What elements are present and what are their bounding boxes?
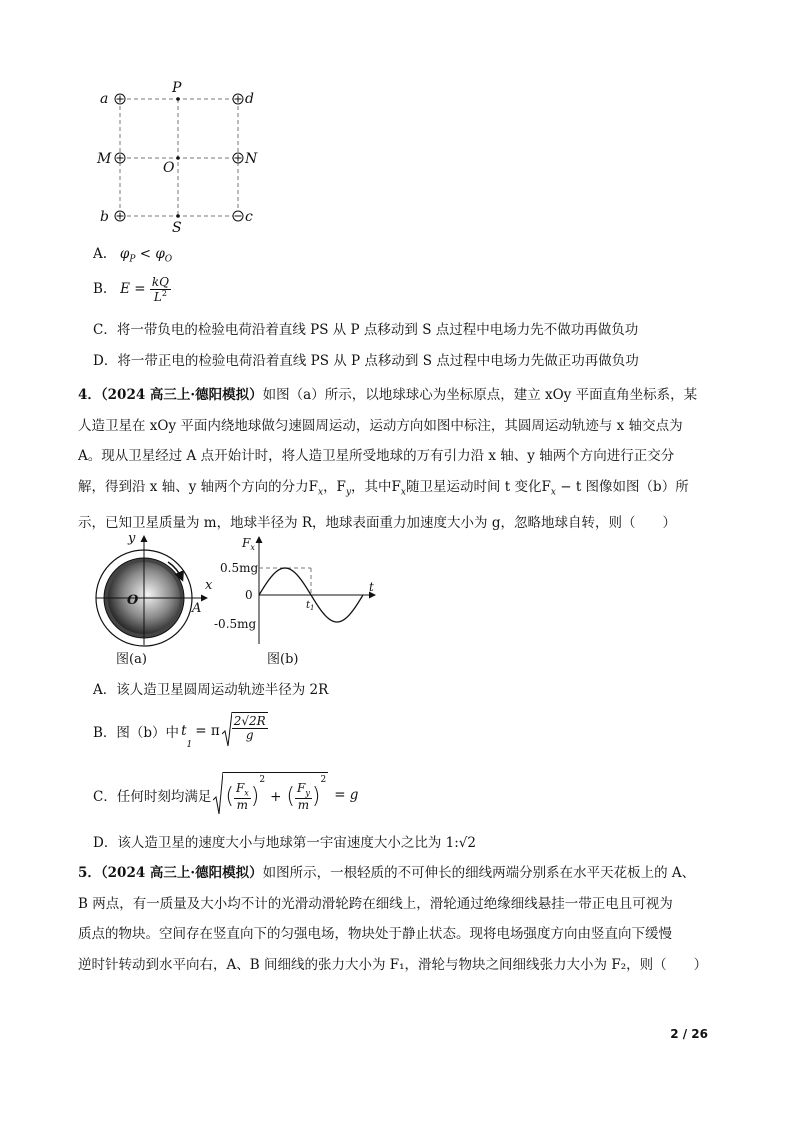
q4-option-a[interactable]: A．该人造卫星圆周运动轨迹半径为 2R [93,682,329,698]
label-O: O [163,160,175,176]
svg-text:t: t [369,580,374,594]
label-c: c [245,209,253,225]
figure-a-caption: 图(a) [116,652,147,667]
sqrt-radical-c: ( $\frac{F_x}{m}$ ) $^2$ + ( $\frac{F_y}{m}$ ) $^2$ [213,772,328,818]
figure-b-caption: 图(b) [267,652,299,667]
label-d: d [245,91,254,107]
q4-option-b[interactable]: B．图（b）中 t 1 = π $\frac{2√2R}{g}$ [93,714,266,750]
label-M: M [97,151,112,167]
q3-option-b[interactable]: B. E = $\frac{kQ}{L^2}$ [93,275,169,304]
label-N: N [245,151,258,167]
svg-text:-0.5mg: -0.5mg [214,617,257,631]
q4-option-c[interactable]: C．任何时刻均满足 ( $\frac{F_x}{m}$ ) $^2$ + ( $\frac{F_y}{m}$ ) $^2$ = g [93,772,358,818]
q3-option-c[interactable]: C．将一带负电的检验电荷沿着直线 PS 从 P 点移动到 S 点过程中电场力先不做功再做负功 [93,322,639,338]
label-b: b [100,209,109,225]
svg-text:O: O [127,593,139,608]
svg-text:0.5mg: 0.5mg [220,561,259,575]
figure-b-graph [212,532,382,669]
charge-square-figure [92,76,272,236]
label-a: a [100,91,109,107]
label-P: P [172,80,182,96]
fraction-kq-l2: $\frac{kQ}{L^2}$ [151,275,169,304]
sqrt-radical: $\frac{2√2R}{g}$ [222,712,268,750]
q4-stem: 4．（2024 高三上·德阳模拟）如图（a）所示，以地球球心为坐标原点，建立 xOy 平面直角坐标系，某 人造卫星在 xOy 平面内绕地球做匀速圆周运动，运动方向如图中标注，其圆周运动轨迹与 x 轴交点为 A。现从卫星经过 A 点开始计时，将人造卫星所受地球的万有引力沿 x 轴、y 轴两个方向进行正交分 解，得到沿 x 轴、y 轴两个方向的分力$F_x$，$F_y$，其中$F_x$随卫星运动时间 t 变化$F_x - t$ 图像如图（b）所 示，已知卫星质量为 m，地球半径为 R，地球表面重力加速度大小为 g，忽略地球自转，则（ ） [78,387,698,531]
svg-text:0: 0 [245,588,253,602]
figure-a-orbit [92,527,222,669]
svg-text:x: x [205,578,213,593]
page-number: 2 / 26 [670,1027,708,1041]
q3-option-a[interactable]: A. $\varphi_P < \varphi_O$ [93,246,173,265]
q5-stem: 5．（2024 高三上·德阳模拟）如图所示，一根轻质的不可伸长的细线两端分别系在水平天花板上的 A、 B 两点，有一质量及大小均不计的光滑动滑轮跨在细线上，滑轮通过绝缘细线悬挂一带正电且可视为 质点的物块。空间存在竖直向下的匀强电场，物块处于静止状态。现将电场强度方向由竖直向下缓慢 逆时针转动到水平向右，A、B 间细线的张力大小为 F₁，滑轮与物块之间细线张力大小为 F₂，则（ ） [78,865,708,973]
label-S: S [172,220,182,236]
svg-text:t1: $t_1$ [306,600,315,612]
q3-option-d[interactable]: D．将一带正电的检验电荷沿着直线 PS 从 P 点移动到 S 点过程中电场力先做正功再做负功 [93,353,639,369]
svg-text:y: y [128,531,136,546]
svg-text:Fx: $F_x$ [242,536,255,552]
svg-text:A: A [192,601,202,616]
q4-option-d[interactable]: D．该人造卫星的速度大小与地球第一宇宙速度大小之比为 1:√2 [93,835,476,851]
